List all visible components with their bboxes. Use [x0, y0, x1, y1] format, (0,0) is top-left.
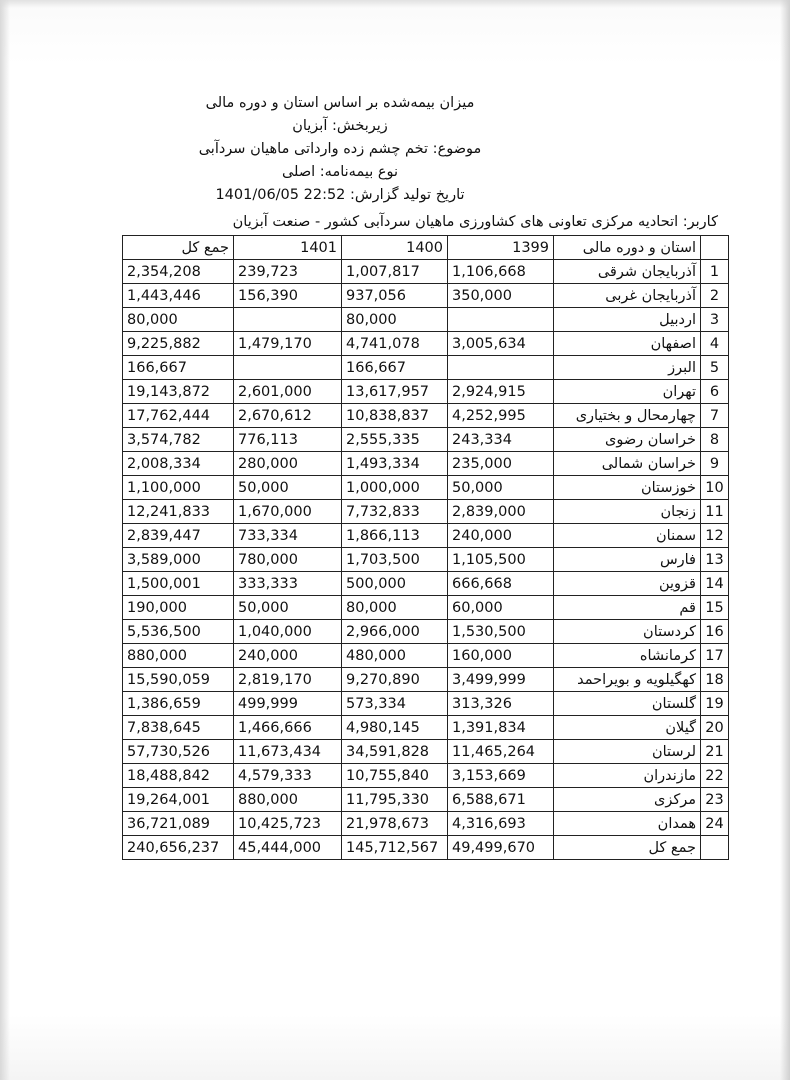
province-name: آذربایجان غربی: [554, 284, 701, 308]
province-name: البرز: [554, 356, 701, 380]
amount-total: 19,264,001: [123, 788, 234, 812]
row-index: 7: [701, 404, 729, 428]
amount-1400: 11,795,330: [342, 788, 448, 812]
header-index-cell: [701, 236, 729, 260]
amount-total: 1,500,001: [123, 572, 234, 596]
amount-1401: [234, 308, 342, 332]
table-row: [123, 644, 729, 668]
row-index: 20: [701, 716, 729, 740]
amount-1399: 313,326: [448, 692, 554, 716]
row-index: 19: [701, 692, 729, 716]
amount-total: 3,574,782: [123, 428, 234, 452]
amount-1401: 333,333: [234, 572, 342, 596]
amount-1401: 280,000: [234, 452, 342, 476]
amount-total: 17,762,444: [123, 404, 234, 428]
amount-1401: 50,000: [234, 596, 342, 620]
row-index: 1: [701, 260, 729, 284]
table-row: [123, 548, 729, 572]
amount-1399: 243,334: [448, 428, 554, 452]
table-row: [123, 500, 729, 524]
amount-total: 1,386,659: [123, 692, 234, 716]
row-index: 14: [701, 572, 729, 596]
amount-1401: 2,670,612: [234, 404, 342, 428]
amount-total: 9,225,882: [123, 332, 234, 356]
amount-1399: 2,924,915: [448, 380, 554, 404]
amount-1399: 6,588,671: [448, 788, 554, 812]
report-date-line: [120, 184, 560, 207]
amount-1400: 13,617,957: [342, 380, 448, 404]
amount-1400: 80,000: [342, 308, 448, 332]
amount-total: 80,000: [123, 308, 234, 332]
amount-1399: 1,530,500: [448, 620, 554, 644]
report-policy-type: نوع بیمه‌نامه: اصلی: [281, 164, 399, 180]
table-row: [123, 428, 729, 452]
row-index: 15: [701, 596, 729, 620]
amount-1399: [448, 308, 554, 332]
amount-1399: 11,465,264: [448, 740, 554, 764]
table-row: [123, 356, 729, 380]
amount-total: 15,590,059: [123, 668, 234, 692]
amount-total: 2,354,208: [123, 260, 234, 284]
row-index: 3: [701, 308, 729, 332]
page-edge-shadow-left: [0, 0, 10, 1080]
amount-total: 2,839,447: [123, 524, 234, 548]
amount-total: 166,667: [123, 356, 234, 380]
table-row: [123, 668, 729, 692]
table-row: [123, 764, 729, 788]
amount-1400: 1,866,113: [342, 524, 448, 548]
amount-1400: 500,000: [342, 572, 448, 596]
province-name: مرکزی: [554, 788, 701, 812]
row-index: 10: [701, 476, 729, 500]
province-name: کهگیلویه و بویراحمد: [554, 668, 701, 692]
amount-total: 190,000: [123, 596, 234, 620]
amount-1399: 240,000: [448, 524, 554, 548]
amount-1399: 160,000: [448, 644, 554, 668]
amount-1400: 573,334: [342, 692, 448, 716]
amount-total: 19,143,872: [123, 380, 234, 404]
header-1401: 1401: [234, 236, 342, 260]
amount-1399: 60,000: [448, 596, 554, 620]
amount-1399: [448, 356, 554, 380]
amount-1399: 4,316,693: [448, 812, 554, 836]
amount-1399: 3,153,669: [448, 764, 554, 788]
province-name: قم: [554, 596, 701, 620]
amount-1401: 780,000: [234, 548, 342, 572]
province-name: تهران: [554, 380, 701, 404]
amount-total: 18,488,842: [123, 764, 234, 788]
table-row: [123, 740, 729, 764]
amount-1401: 499,999: [234, 692, 342, 716]
amount-1400: 1,703,500: [342, 548, 448, 572]
province-name: خراسان شمالی: [554, 452, 701, 476]
insured-amount-table: [122, 235, 729, 860]
grand-total-1399: 49,499,670: [448, 836, 554, 860]
province-name: قزوین: [554, 572, 701, 596]
amount-1399: 1,391,834: [448, 716, 554, 740]
amount-1400: 4,980,145: [342, 716, 448, 740]
report-user: کاربر: اتحادیه مرکزی تعاونی های کشاورزی ماهیان سردآبی کشور - صنعت آبزیان: [232, 214, 718, 230]
amount-1400: 1,493,334: [342, 452, 448, 476]
row-index: 21: [701, 740, 729, 764]
amount-1400: 480,000: [342, 644, 448, 668]
province-name: آذربایجان شرقی: [554, 260, 701, 284]
row-index: 22: [701, 764, 729, 788]
amount-1401: 50,000: [234, 476, 342, 500]
amount-1400: 10,755,840: [342, 764, 448, 788]
row-index: 17: [701, 644, 729, 668]
province-name: خوزستان: [554, 476, 701, 500]
amount-1401: 1,479,170: [234, 332, 342, 356]
header-total: جمع کل: [123, 236, 234, 260]
amount-1399: 235,000: [448, 452, 554, 476]
amount-1400: 7,732,833: [342, 500, 448, 524]
table-row: [123, 524, 729, 548]
table-row: [123, 308, 729, 332]
amount-1401: 156,390: [234, 284, 342, 308]
province-name: خراسان رضوی: [554, 428, 701, 452]
table-row: [123, 284, 729, 308]
province-name: گلستان: [554, 692, 701, 716]
table-header-row: [123, 236, 729, 260]
row-index: 2: [701, 284, 729, 308]
amount-1401: 1,466,666: [234, 716, 342, 740]
report-date-value: 1401/06/05 22:52: [215, 187, 346, 203]
amount-1400: 166,667: [342, 356, 448, 380]
amount-1399: 50,000: [448, 476, 554, 500]
amount-1401: 239,723: [234, 260, 342, 284]
province-name: همدان: [554, 812, 701, 836]
amount-1400: 9,270,890: [342, 668, 448, 692]
amount-1401: 2,601,000: [234, 380, 342, 404]
grand-total-label: جمع کل: [554, 836, 701, 860]
row-index: 12: [701, 524, 729, 548]
row-index: 18: [701, 668, 729, 692]
amount-1399: 3,499,999: [448, 668, 554, 692]
amount-1400: 4,741,078: [342, 332, 448, 356]
amount-total: 880,000: [123, 644, 234, 668]
row-index: 9: [701, 452, 729, 476]
amount-1400: 21,978,673: [342, 812, 448, 836]
amount-1400: 1,000,000: [342, 476, 448, 500]
amount-1401: 880,000: [234, 788, 342, 812]
grand-total-1400: 145,712,567: [342, 836, 448, 860]
header-province: استان و دوره مالی: [554, 236, 701, 260]
report-header: [120, 92, 560, 207]
table-row: [123, 716, 729, 740]
header-1400: 1400: [342, 236, 448, 260]
amount-1401: 240,000: [234, 644, 342, 668]
report-title: میزان بیمه‌شده بر اساس استان و دوره مالی: [205, 95, 475, 111]
report-date-label: تاریخ تولید گزارش:: [350, 187, 465, 203]
province-name: کرمانشاه: [554, 644, 701, 668]
table-row: [123, 452, 729, 476]
report-subsector: زیربخش: آبزیان: [292, 118, 388, 134]
province-name: زنجان: [554, 500, 701, 524]
amount-1399: 3,005,634: [448, 332, 554, 356]
table-row: [123, 476, 729, 500]
row-index: 5: [701, 356, 729, 380]
grand-total-sum: 240,656,237: [123, 836, 234, 860]
province-name: مازندران: [554, 764, 701, 788]
province-name: گیلان: [554, 716, 701, 740]
amount-1399: 1,105,500: [448, 548, 554, 572]
table-row: [123, 692, 729, 716]
amount-total: 36,721,089: [123, 812, 234, 836]
amount-total: 7,838,645: [123, 716, 234, 740]
row-index: 16: [701, 620, 729, 644]
row-index: 23: [701, 788, 729, 812]
table-row: [123, 572, 729, 596]
row-index: 13: [701, 548, 729, 572]
amount-1400: 34,591,828: [342, 740, 448, 764]
page-edge-shadow-top: [0, 0, 790, 8]
province-name: سمنان: [554, 524, 701, 548]
table-row: [123, 332, 729, 356]
amount-1400: 937,056: [342, 284, 448, 308]
amount-1401: [234, 356, 342, 380]
row-index: 6: [701, 380, 729, 404]
amount-1399: 1,106,668: [448, 260, 554, 284]
amount-total: 3,589,000: [123, 548, 234, 572]
row-index: 24: [701, 812, 729, 836]
grand-total-1401: 45,444,000: [234, 836, 342, 860]
province-name: لرستان: [554, 740, 701, 764]
row-index: 8: [701, 428, 729, 452]
province-name: اصفهان: [554, 332, 701, 356]
amount-1401: 4,579,333: [234, 764, 342, 788]
amount-1399: 4,252,995: [448, 404, 554, 428]
page-edge-shadow-right: [780, 0, 790, 1080]
amount-1401: 776,113: [234, 428, 342, 452]
amount-1399: 2,839,000: [448, 500, 554, 524]
table-row: [123, 812, 729, 836]
province-name: چهارمحال و بختیاری: [554, 404, 701, 428]
row-index: 11: [701, 500, 729, 524]
amount-1401: 2,819,170: [234, 668, 342, 692]
amount-total: 12,241,833: [123, 500, 234, 524]
province-name: اردبیل: [554, 308, 701, 332]
amount-1401: 1,040,000: [234, 620, 342, 644]
table-row: [123, 596, 729, 620]
table-row: [123, 380, 729, 404]
province-name: کردستان: [554, 620, 701, 644]
amount-1400: 2,966,000: [342, 620, 448, 644]
amount-1400: 10,838,837: [342, 404, 448, 428]
amount-1401: 10,425,723: [234, 812, 342, 836]
table-row: [123, 788, 729, 812]
table-row: [123, 260, 729, 284]
amount-total: 5,536,500: [123, 620, 234, 644]
amount-1400: 1,007,817: [342, 260, 448, 284]
amount-1399: 666,668: [448, 572, 554, 596]
amount-total: 1,100,000: [123, 476, 234, 500]
header-1399: 1399: [448, 236, 554, 260]
amount-total: 57,730,526: [123, 740, 234, 764]
table-row: [123, 620, 729, 644]
grand-total-index-cell: [701, 836, 729, 860]
amount-1401: 1,670,000: [234, 500, 342, 524]
grand-total-row: [123, 836, 729, 860]
amount-1401: 733,334: [234, 524, 342, 548]
amount-total: 2,008,334: [123, 452, 234, 476]
province-name: فارس: [554, 548, 701, 572]
table-body: [123, 260, 729, 836]
amount-1400: 2,555,335: [342, 428, 448, 452]
report-subject: موضوع: تخم چشم زده وارداتی ماهیان سردآبی: [198, 141, 482, 157]
amount-1400: 80,000: [342, 596, 448, 620]
amount-1401: 11,673,434: [234, 740, 342, 764]
row-index: 4: [701, 332, 729, 356]
amount-total: 1,443,446: [123, 284, 234, 308]
amount-1399: 350,000: [448, 284, 554, 308]
table-row: [123, 404, 729, 428]
